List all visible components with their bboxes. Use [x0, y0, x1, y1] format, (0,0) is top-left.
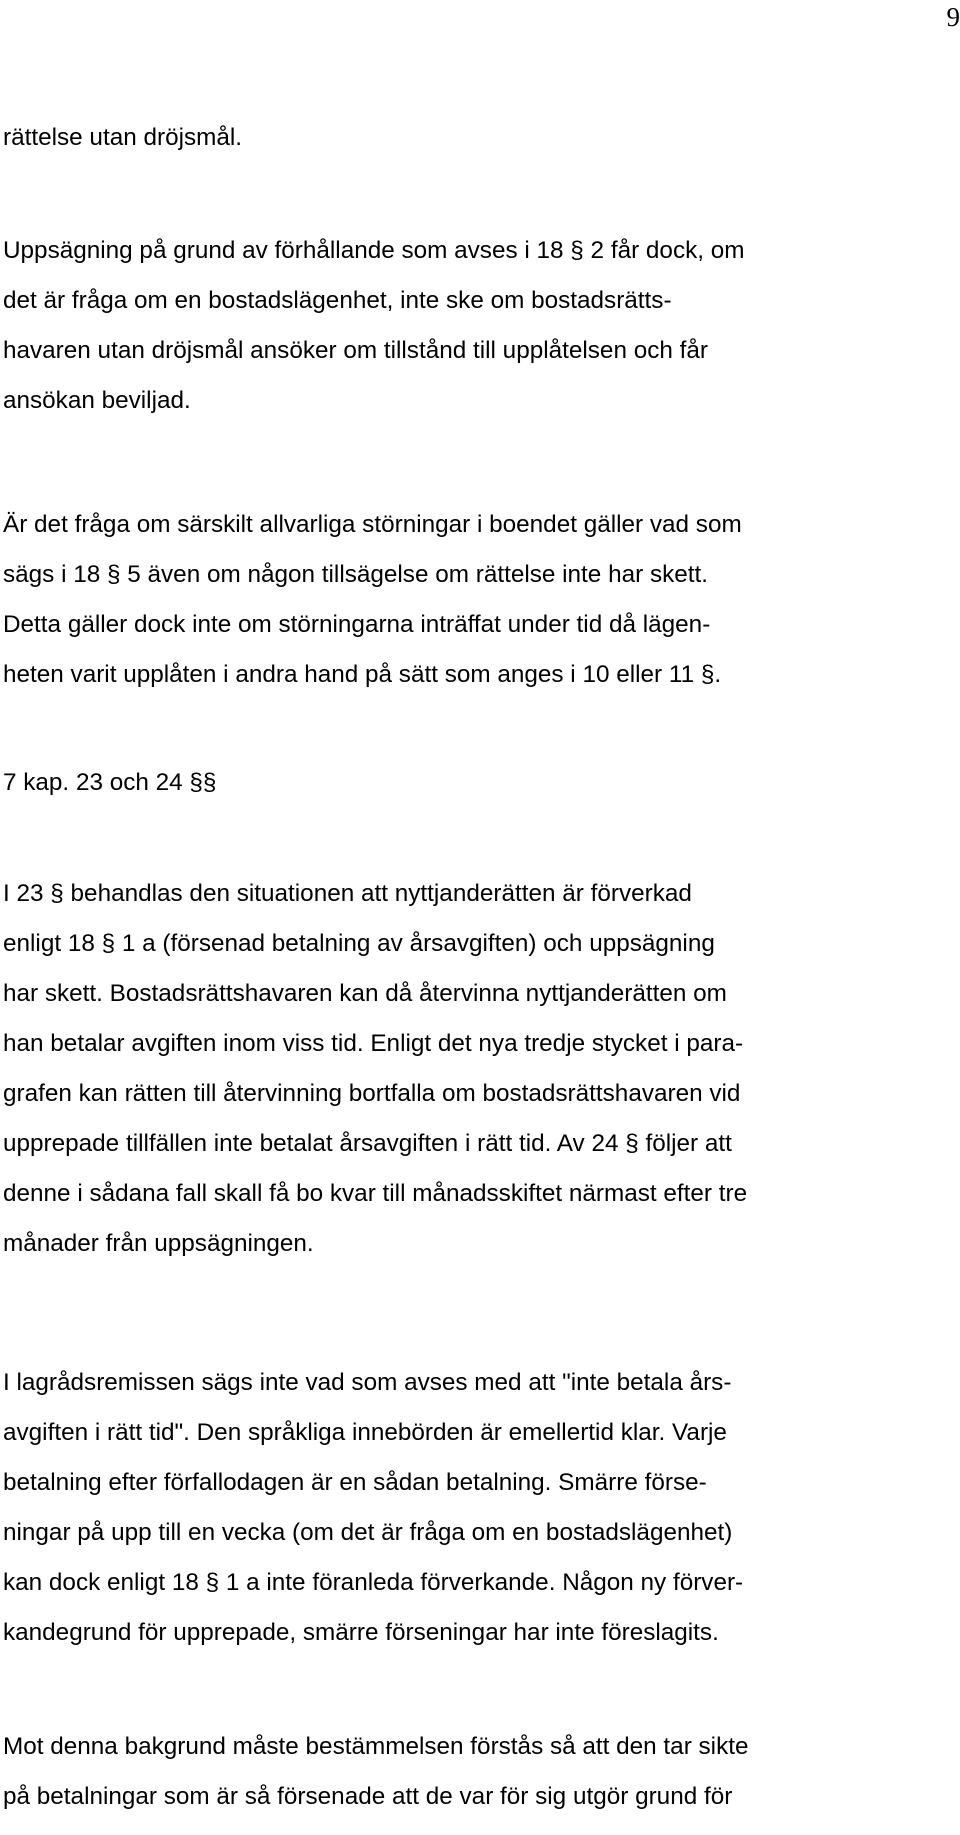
text-line: Detta gäller dock inte om störningarna inträffat under tid då lägen-	[3, 611, 711, 638]
text-line: betalning efter förfallodagen är en sådan betalning. Smärre förse-	[3, 1469, 707, 1496]
text-line: Mot denna bakgrund måste bestämmelsen förstås så att den tar sikte	[3, 1733, 749, 1760]
section-heading	[3, 763, 958, 803]
text-line: Är det fråga om särskilt allvarliga störningar i boendet gäller vad som	[3, 511, 742, 538]
text-line: havaren utan dröjsmål ansöker om tillstånd till upplåtelsen och får	[3, 337, 708, 364]
text-line: han betalar avgiften inom viss tid. Enligt det nya tredje stycket i para-	[3, 1030, 744, 1057]
text-line: avgiften i rätt tid". Den språkliga innebörden är emellertid klar. Varje	[3, 1419, 727, 1446]
text-line: enligt 18 § 1 a (försenad betalning av årsavgiften) och uppsägning	[3, 930, 715, 957]
paragraph-2	[3, 226, 958, 426]
text-line: det är fråga om en bostadslägenhet, inte ske om bostadsrätts-	[3, 287, 672, 314]
text-line: I lagrådsremissen sägs inte vad som avses med att "inte betala års-	[3, 1369, 732, 1396]
text-line: rättelse utan dröjsmål.	[3, 124, 243, 151]
paragraph-5	[3, 869, 958, 1269]
text-line: Uppsägning på grund av förhållande som avses i 18 § 2 får dock, om	[3, 237, 745, 264]
text-line: sägs i 18 § 5 även om någon tillsägelse om rättelse inte har skett.	[3, 561, 709, 588]
paragraph-7	[3, 1722, 958, 1822]
text-line: ansökan beviljad.	[3, 387, 191, 414]
page-number: 9	[946, 2, 960, 32]
text-line: på betalningar som är så försenade att de var för sig utgör grund för	[3, 1783, 733, 1810]
text-line: denne i sådana fall skall få bo kvar till månadsskiftet närmast efter tre	[3, 1180, 748, 1207]
text-line: upprepade tillfällen inte betalat årsavgiften i rätt tid. Av 24 § följer att	[3, 1130, 732, 1157]
paragraph-3	[3, 500, 958, 700]
heading-text: 7 kap. 23 och 24 §§	[3, 769, 217, 796]
text-line: heten varit upplåten i andra hand på sätt som anges i 10 eller 11 §.	[3, 661, 722, 688]
text-line: ningar på upp till en vecka (om det är fråga om en bostadslägenhet)	[3, 1519, 733, 1546]
text-line: kan dock enligt 18 § 1 a inte föranleda förverkande. Någon ny förver-	[3, 1569, 744, 1596]
text-line: grafen kan rätten till återvinning bortfalla om bostadsrättshavaren vid	[3, 1080, 741, 1107]
text-line: I 23 § behandlas den situationen att nyttjanderätten är förverkad	[3, 880, 692, 907]
text-line: har skett. Bostadsrättshavaren kan då återvinna nyttjanderätten om	[3, 980, 727, 1007]
paragraph-1	[3, 118, 958, 158]
paragraph-6	[3, 1358, 958, 1658]
text-line: kandegrund för upprepade, smärre förseningar har inte föreslagits.	[3, 1619, 719, 1646]
text-line: månader från uppsägningen.	[3, 1230, 314, 1257]
